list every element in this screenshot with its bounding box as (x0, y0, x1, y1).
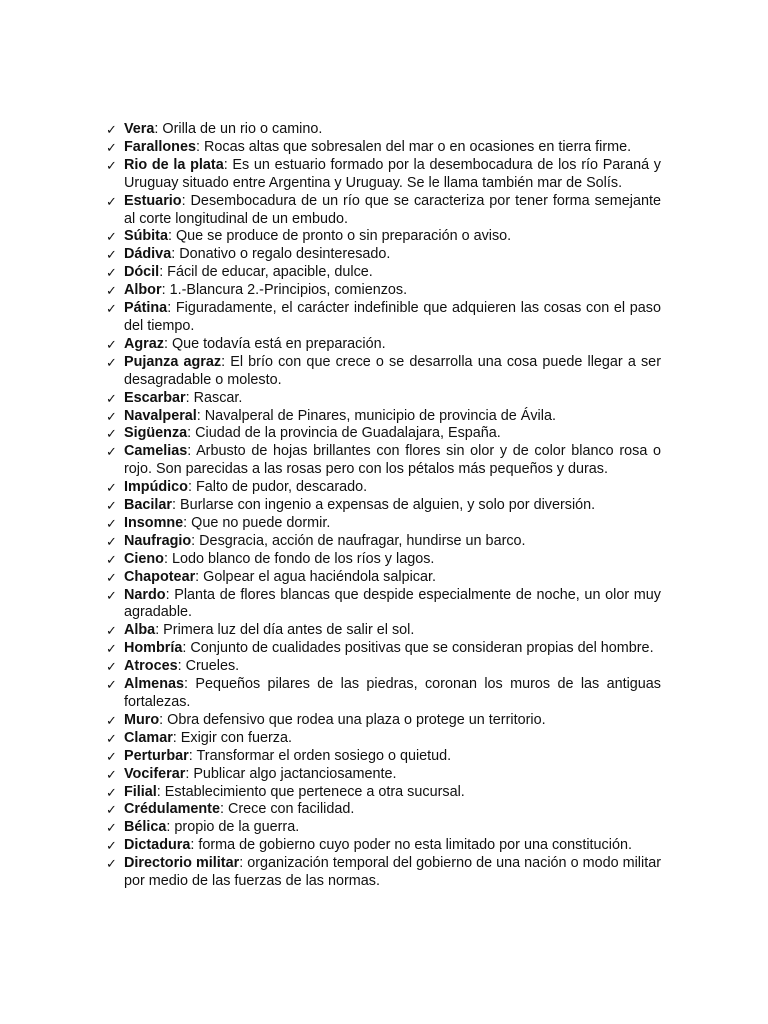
glossary-entry (106, 300, 661, 336)
check-mark-icon: ✓ (106, 122, 117, 137)
check-mark-icon: ✓ (106, 444, 117, 460)
glossary-entry (106, 282, 661, 300)
entry-definition: : Primera luz del día antes de salir el sol. (155, 622, 415, 639)
entry-term: Vera (124, 121, 155, 137)
entry-term: Rio de la plata (124, 156, 224, 173)
glossary-entry (106, 622, 661, 640)
entry-term: Chapotear (124, 568, 196, 585)
check-mark-icon: ✓ (106, 408, 117, 424)
glossary-entry (106, 587, 661, 623)
entry-definition: : forma de gobierno cuyo poder no esta limitado por una constitución. (190, 837, 632, 854)
entry-term: Alba (124, 622, 156, 639)
check-mark-icon: ✓ (106, 677, 117, 693)
entry-definition: : Obra defensivo que rodea una plaza o protege un territorio. (159, 711, 546, 728)
entry-term: Hombría (124, 640, 183, 657)
check-mark-icon: ✓ (106, 157, 117, 173)
entry-definition: : 1.-Blancura 2.-Principios, comienzos. (161, 282, 408, 299)
entry-term: Bacilar (124, 497, 172, 514)
check-mark-icon: ✓ (106, 838, 117, 854)
glossary-entry (106, 193, 661, 229)
glossary-entry (106, 336, 661, 354)
entry-definition: : Burlarse con ingenio a expensas de alguien, y solo por diversión. (172, 497, 596, 514)
glossary-entry (106, 408, 661, 426)
entry-term: Dádiva (124, 246, 172, 263)
entry-definition: : Desembocadura de un río que se caracteriza por tener forma semejante al corte longitudinal de un embudo. (124, 192, 661, 227)
glossary-entry (106, 569, 661, 587)
entry-definition: : organización temporal del gobierno de una nación o modo militar por medio de las fuerzas de las normas. (124, 855, 661, 890)
glossary-entry (106, 228, 661, 246)
glossary-entry (106, 479, 661, 497)
entry-definition: : Figuradamente, el carácter indefinible que adquieren las cosas con el paso del tiempo. (124, 300, 661, 334)
entry-term: Pujanza agraz (124, 353, 222, 370)
entry-term: Bélica (124, 819, 167, 836)
entry-definition: : Pequeños pilares de las piedras, coronan los muros de las antiguas fortalezas. (124, 676, 661, 710)
check-mark-icon: ✓ (106, 587, 117, 603)
entry-definition: : Crece con facilidad. (219, 801, 355, 818)
glossary-entry (106, 801, 661, 819)
entry-definition: : Que todavía está en preparación. (163, 335, 386, 352)
glossary-entry (106, 425, 661, 443)
check-mark-icon: ✓ (106, 766, 117, 782)
glossary-list (106, 121, 661, 891)
glossary-entry (106, 497, 661, 515)
entry-definition: : Que se produce de pronto o sin preparación o aviso. (167, 228, 512, 245)
glossary-entry (106, 837, 661, 855)
entry-term: Escarbar (124, 389, 186, 406)
entry-term: Estuario (124, 192, 182, 209)
entry-term: Dictadura (124, 837, 191, 854)
entry-definition: : Exigir con fuerza. (172, 729, 292, 746)
glossary-entry (106, 121, 661, 139)
glossary-entry (106, 712, 661, 730)
glossary-entry (106, 819, 661, 837)
entry-term: Vociferar (124, 765, 186, 782)
entry-term: Perturbar (124, 747, 189, 764)
entry-term: Clamar (124, 729, 173, 746)
check-mark-icon: ✓ (106, 623, 117, 639)
entry-term: Insomne (124, 514, 184, 531)
entry-term: Dócil (124, 264, 160, 281)
check-mark-icon: ✓ (106, 856, 117, 872)
glossary-entry (106, 246, 661, 264)
check-mark-icon: ✓ (106, 480, 117, 496)
entry-definition: : Es un estuario formado por la desembocadura de los río Paraná y Uruguay situado entre Argentina y Uruguay. Se le llama también mar de Solís. (124, 156, 662, 191)
entry-term: Súbita (124, 228, 168, 245)
check-mark-icon: ✓ (106, 265, 117, 281)
glossary-entry (106, 658, 661, 676)
glossary-entry (106, 157, 661, 193)
check-mark-icon: ✓ (106, 229, 117, 245)
entry-definition: : El brío con que crece o se desarrolla una cosa puede llegar a ser desagradable o molesto. (124, 353, 661, 388)
check-mark-icon: ✓ (106, 390, 117, 406)
glossary-entry (106, 784, 661, 802)
entry-definition: : Rascar. (185, 389, 243, 406)
entry-term: Impúdico (124, 479, 188, 496)
entry-definition: : Publicar algo jactanciosamente. (185, 765, 397, 782)
entry-definition: : Transformar el orden sosiego o quietud. (188, 747, 452, 764)
entry-definition: : Navalperal de Pinares, municipio de provincia de Ávila. (196, 407, 556, 424)
check-mark-icon: ✓ (106, 354, 117, 370)
entry-term: Muro (124, 711, 160, 728)
entry-term: Camelias (124, 443, 188, 460)
entry-definition: : Orilla de un rio o camino. (154, 121, 323, 137)
entry-definition: : Conjunto de cualidades positivas que se consideran propias del hombre. (182, 640, 654, 657)
entry-definition: : Fácil de educar, apacible, dulce. (159, 264, 373, 281)
entry-term: Sigüenza (124, 425, 188, 442)
entry-definition: : Desgracia, acción de naufragar, hundirse un barco. (191, 532, 526, 549)
glossary-entry (106, 730, 661, 748)
check-mark-icon: ✓ (106, 515, 117, 531)
check-mark-icon: ✓ (106, 820, 117, 836)
check-mark-icon: ✓ (106, 193, 117, 209)
glossary-entry (106, 264, 661, 282)
entry-term: Filial (124, 783, 157, 800)
entry-term: Cieno (124, 550, 164, 567)
entry-definition: : Rocas altas que sobresalen del mar o en ocasiones en tierra firme. (195, 138, 632, 155)
entry-term: Albor (124, 282, 162, 299)
check-mark-icon: ✓ (106, 498, 117, 514)
glossary-entry (106, 766, 661, 784)
entry-term: Directorio militar (124, 855, 240, 872)
entry-definition: : Lodo blanco de fondo de los ríos y lagos. (163, 550, 435, 567)
check-mark-icon: ✓ (106, 730, 117, 746)
entry-definition: : Donativo o regalo desinteresado. (171, 246, 391, 263)
glossary-entry (106, 551, 661, 569)
entry-term: Atroces (124, 658, 178, 675)
glossary-entry (106, 354, 661, 390)
check-mark-icon: ✓ (106, 659, 117, 675)
entry-term: Agraz (124, 335, 164, 352)
entry-definition: : Falto de pudor, descarado. (187, 479, 368, 496)
entry-term: Naufragio (124, 532, 192, 549)
glossary-entry (106, 390, 661, 408)
check-mark-icon: ✓ (106, 748, 117, 764)
check-mark-icon: ✓ (106, 283, 117, 299)
check-mark-icon: ✓ (106, 802, 117, 818)
entry-definition: : Que no puede dormir. (183, 514, 331, 531)
glossary-entry (106, 139, 661, 157)
entry-definition: : Ciudad de la provincia de Guadalajara, España. (187, 425, 501, 442)
check-mark-icon: ✓ (106, 641, 117, 657)
glossary-entry (106, 855, 661, 891)
entry-definition: : Arbusto de hojas brillantes con flores sin olor y de color blanco rosa o rojo. Son parecidas a las rosas pero con los pétalos más pequeños y duras. (124, 443, 661, 478)
glossary-entry (106, 515, 661, 533)
glossary-entry (106, 640, 661, 658)
glossary-entry (106, 676, 661, 712)
glossary-entry (106, 748, 661, 766)
entry-term: Crédulamente (124, 801, 220, 818)
entry-term: Farallones (124, 138, 196, 155)
check-mark-icon: ✓ (106, 784, 117, 800)
check-mark-icon: ✓ (106, 569, 117, 585)
entry-definition: : Establecimiento que pertenece a otra sucursal. (156, 783, 465, 800)
entry-term: Navalperal (124, 407, 197, 424)
check-mark-icon: ✓ (106, 336, 117, 352)
entry-definition: : propio de la guerra. (166, 819, 300, 836)
check-mark-icon: ✓ (106, 551, 117, 567)
check-mark-icon: ✓ (106, 533, 117, 549)
entry-definition: : Planta de flores blancas que despide especialmente de noche, un olor muy agradable. (124, 586, 661, 621)
check-mark-icon: ✓ (106, 247, 117, 263)
entry-definition: : Crueles. (177, 658, 240, 675)
glossary-entry (106, 443, 661, 479)
check-mark-icon: ✓ (106, 301, 117, 317)
glossary-entry (106, 533, 661, 551)
entry-term: Almenas (124, 676, 184, 693)
check-mark-icon: ✓ (106, 139, 117, 155)
check-mark-icon: ✓ (106, 712, 117, 728)
entry-term: Nardo (124, 586, 166, 603)
entry-definition: : Golpear el agua haciéndola salpicar. (195, 568, 436, 585)
entry-term: Pátina (124, 300, 168, 317)
check-mark-icon: ✓ (106, 426, 117, 442)
